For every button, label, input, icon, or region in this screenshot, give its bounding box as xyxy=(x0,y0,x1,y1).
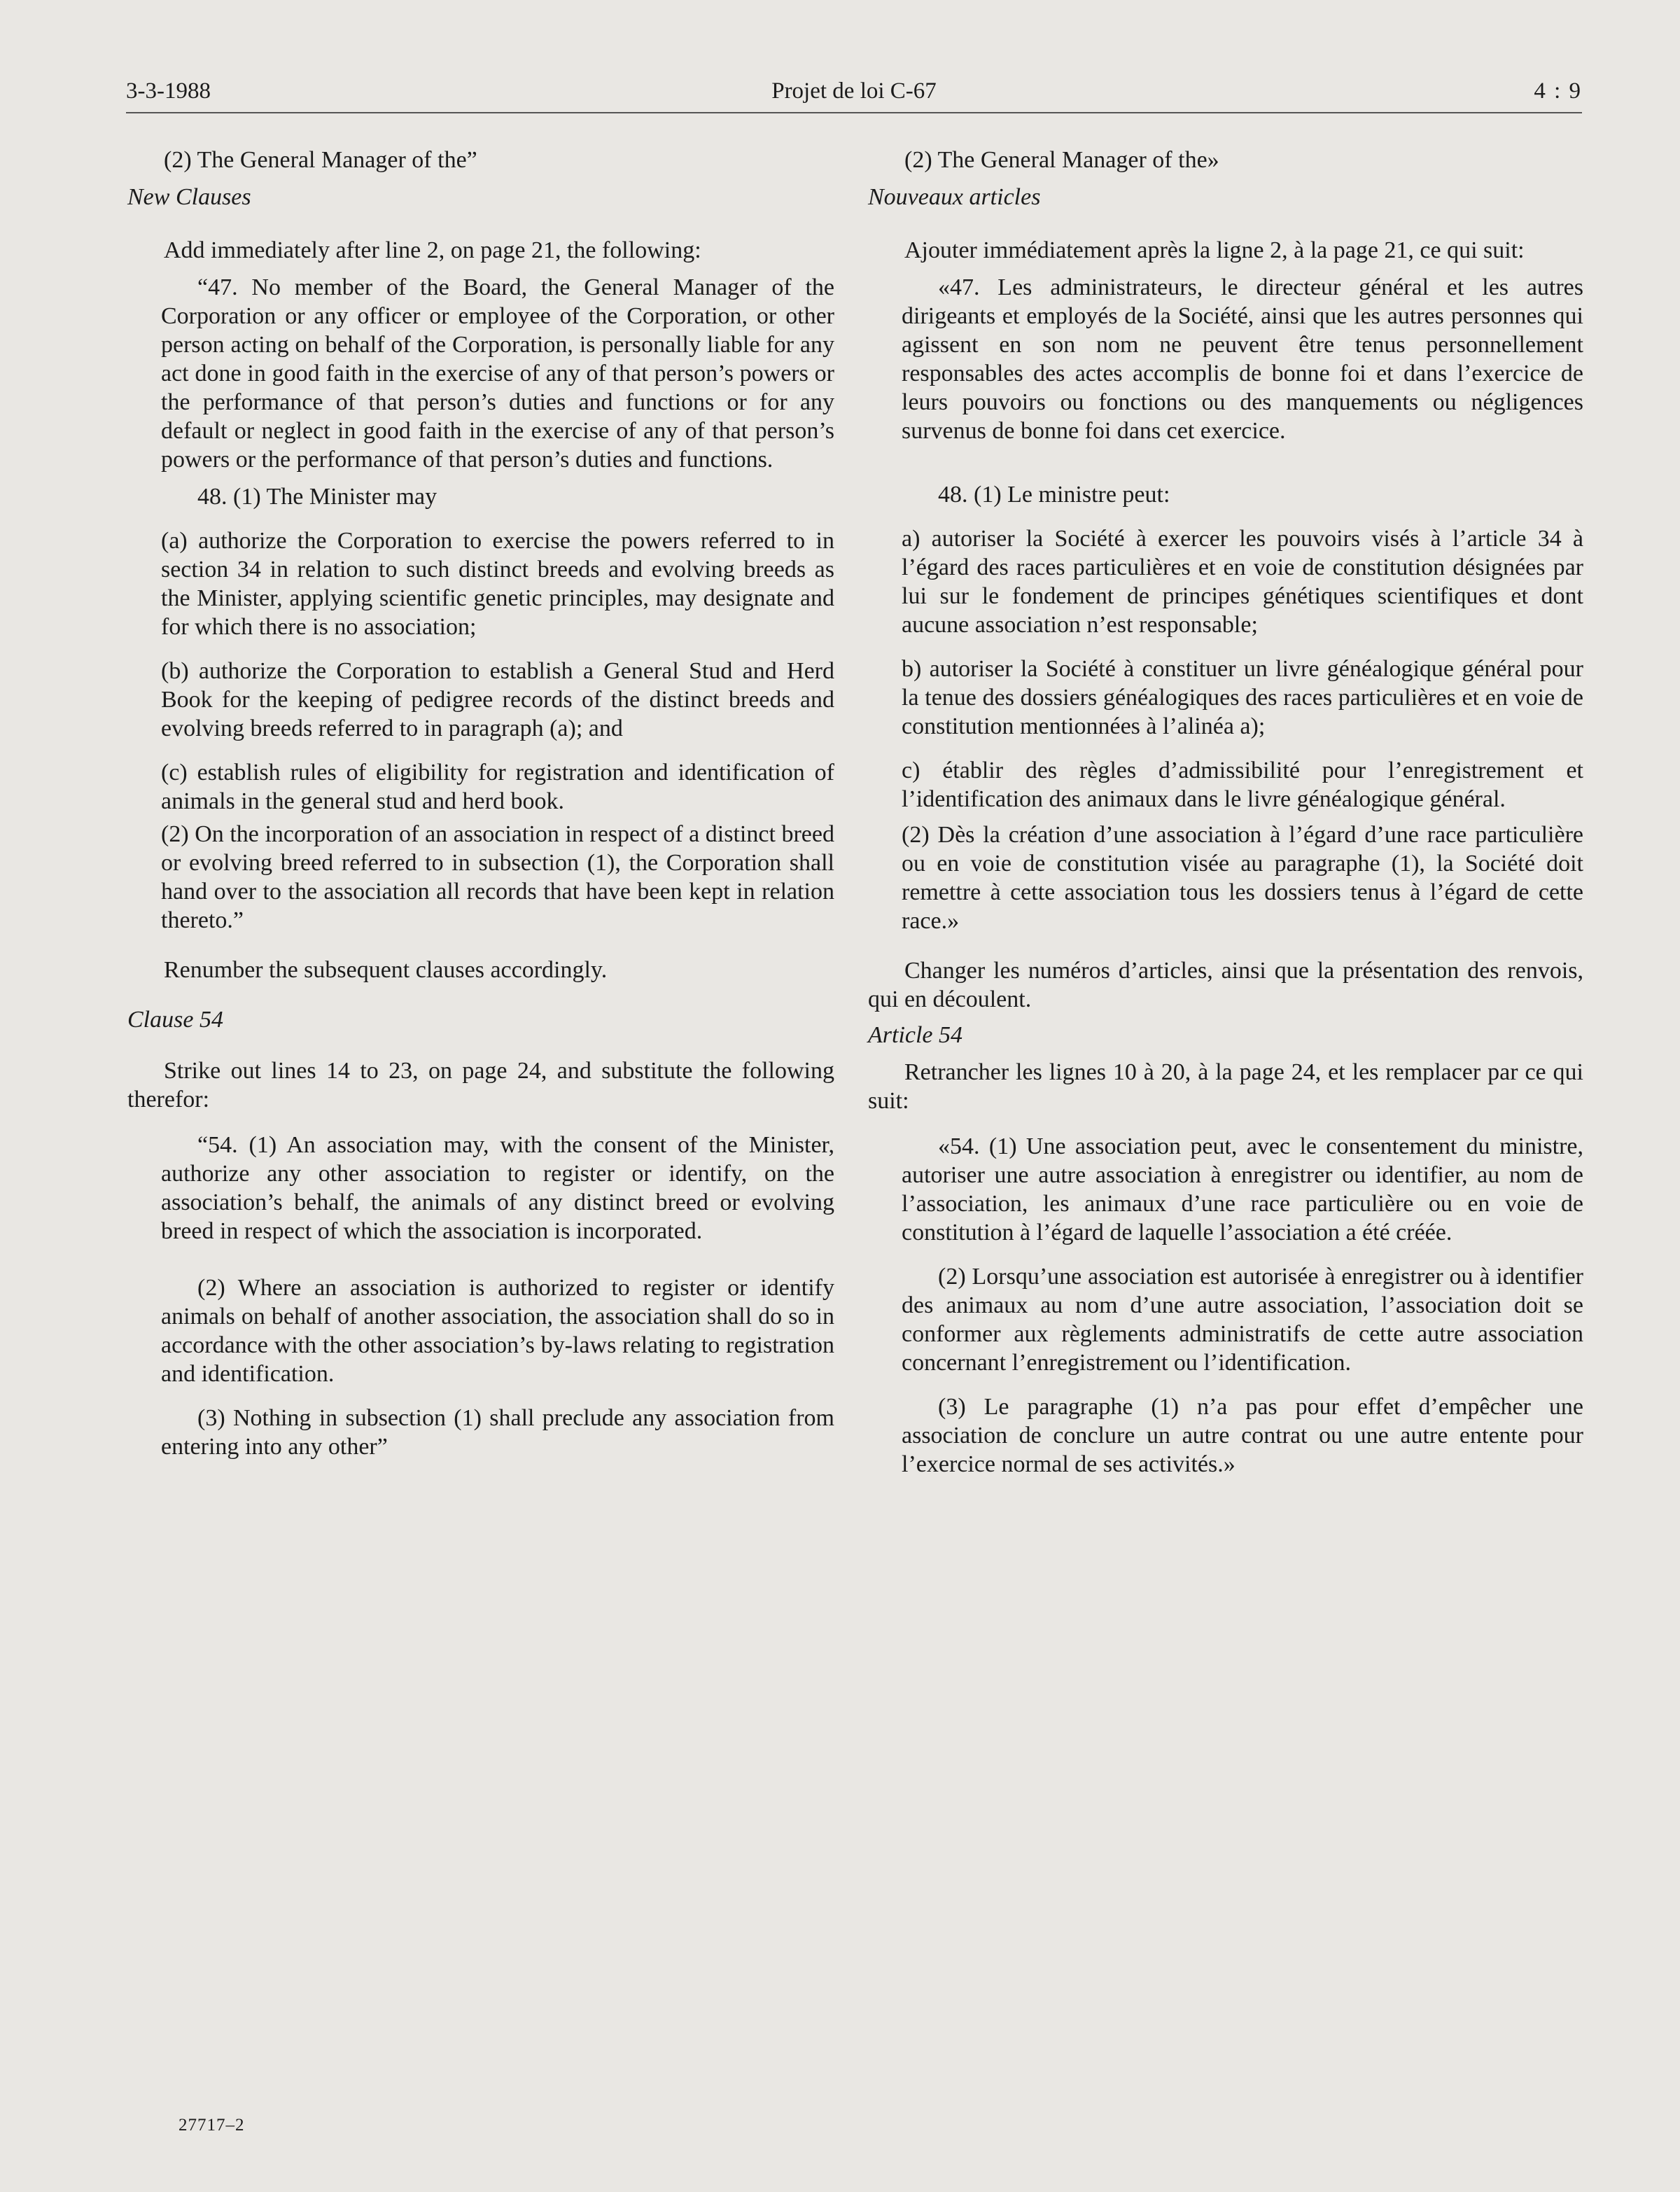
en-renumber: Renumber the subsequent clauses accordingly. xyxy=(164,957,608,983)
en-section-48: 48. (1) The Minister may xyxy=(197,484,438,510)
fr-section-48c: c) établir des règles d’admissibilité pour l’enregistrement et l’identification des animaux dans le livre généalogique général. xyxy=(902,758,1583,812)
fr-section-54-2: (2) Lorsqu’une association est autorisée à enregistrer ou à identifier des animaux au nom d’une autre association, l’association doit se conformer aux règlements administratifs de cette autre association concernant l’enregistrement ou l’identification. xyxy=(902,1264,1583,1376)
en-section-54-1: “54. (1) An association may, with the consent of the Minister, authorize any other association to register or identify, on the association’s behalf, the animals of any distinct breed or evolving breed in respect of which the association is incorporated. xyxy=(161,1132,834,1244)
en-heading-clause-54: Clause 54 xyxy=(127,1007,223,1033)
en-section-48b: (b) authorize the Corporation to establish a General Stud and Herd Book for the keeping of pedigree records of the distinct breeds and evolving breeds referred to in paragraph (a); and xyxy=(161,658,834,741)
en-section-47: “47. No member of the Board, the General Manager of the Corporation or any officer or employee of the Corporation, or other person acting on behalf of the Corporation, is personally liable for any act done in good faith in the exercise of any of that person’s powers or the performance of that person’s duties and functions or for any default or neglect in good faith in the exercise of any of that person’s powers or the performance of that person’s duties and functions. xyxy=(161,274,834,473)
en-section-54-3: (3) Nothing in subsection (1) shall preclude any association from entering into any other” xyxy=(161,1405,834,1460)
fr-section-48a: a) autoriser la Société à exercer les pouvoirs visés à l’article 34 à l’égard des races particulières et en voie de constitution désignées par lui sur le fondement de principes génétiques scientifiques et dont aucune association n’est responsable; xyxy=(902,526,1583,638)
en-section-54-2: (2) Where an association is authorized to register or identify animals on behalf of another association, the association shall do so in accordance with the other association’s by-laws relating to registration and identification. xyxy=(161,1275,834,1387)
page-header xyxy=(126,78,1582,113)
french-column xyxy=(868,140,1583,1479)
en-section-48a: (a) authorize the Corporation to exercise the powers referred to in section 34 in relation to such distinct breeds and evolving breeds as the Minister, applying scientific genetic principles, may designate and for which there is no association; xyxy=(161,528,834,640)
fr-section-47: «47. Les administrateurs, le directeur général et les autres dirigeants et employés de la Société, ainsi que les autres personnes qui agissent en son nom ne peuvent être tenus personnellement responsables des actes accomplis de bonne foi et dans l’exercice de leurs pouvoirs ou fonctions ou des manquements ou négligences survenus de bonne foi dans cet exercice. xyxy=(902,274,1583,444)
en-instruction-strike: Strike out lines 14 to 23, on page 24, and substitute the following therefor: xyxy=(127,1058,834,1112)
fr-section-54-3: (3) Le paragraphe (1) n’a pas pour effet d’empêcher une association de conclure un autre contrat ou une autre entente pour l’exercice normal de ses activités.» xyxy=(902,1394,1583,1477)
fr-section-48-2: (2) Dès la création d’une association à l’égard d’une race particulière ou en voie de constitution visée au paragraphe (1), la Société doit remettre à cette association tous les dossiers tenus à l’égard de cette race.» xyxy=(902,822,1583,934)
fr-renumber: Changer les numéros d’articles, ainsi que la présentation des renvois, qui en découlent. xyxy=(868,958,1583,1012)
header-title: Projet de loi C-67 xyxy=(771,78,937,104)
fr-continuation: (2) The General Manager of the» xyxy=(904,147,1219,173)
fr-section-48: 48. (1) Le ministre peut: xyxy=(938,482,1170,508)
en-continuation: (2) The General Manager of the” xyxy=(164,147,477,173)
en-instruction-add: Add immediately after line 2, on page 21, the following: xyxy=(164,237,701,263)
fr-heading-nouveaux-articles: Nouveaux articles xyxy=(868,184,1041,210)
english-column xyxy=(127,140,834,1461)
fr-instruction-retrancher: Retrancher les lignes 10 à 20, à la page 24, et les remplacer par ce qui suit: xyxy=(868,1059,1583,1114)
header-rule xyxy=(126,112,1582,113)
fr-section-54-1: «54. (1) Une association peut, avec le consentement du ministre, autoriser une autre association à enregistrer ou identifier, au nom de l’association, les animaux d’une race particulière ou en voie de constitution à l’égard de laquelle l’association a été créée. xyxy=(902,1133,1583,1245)
en-heading-new-clauses: New Clauses xyxy=(127,184,251,210)
fr-section-48b: b) autoriser la Société à constituer un livre généalogique général pour la tenue des dossiers généalogiques des races particulières et en voie de constitution mentionnées à l’alinéa a); xyxy=(902,656,1583,739)
header-date: 3-3-1988 xyxy=(126,78,211,104)
footer-print-code: 27717–2 xyxy=(178,2116,245,2135)
header-page-number: 4 : 9 xyxy=(1534,78,1582,104)
en-section-48-2: (2) On the incorporation of an association in respect of a distinct breed or evolving breed referred to in subsection (1), the Corporation shall hand over to the association all records that have been kept in relation thereto.” xyxy=(161,821,834,933)
fr-heading-article-54: Article 54 xyxy=(868,1022,963,1048)
fr-instruction-ajouter: Ajouter immédiatement après la ligne 2, à la page 21, ce qui suit: xyxy=(904,237,1525,263)
en-section-48c: (c) establish rules of eligibility for registration and identification of animals in the general stud and herd book. xyxy=(161,760,834,814)
